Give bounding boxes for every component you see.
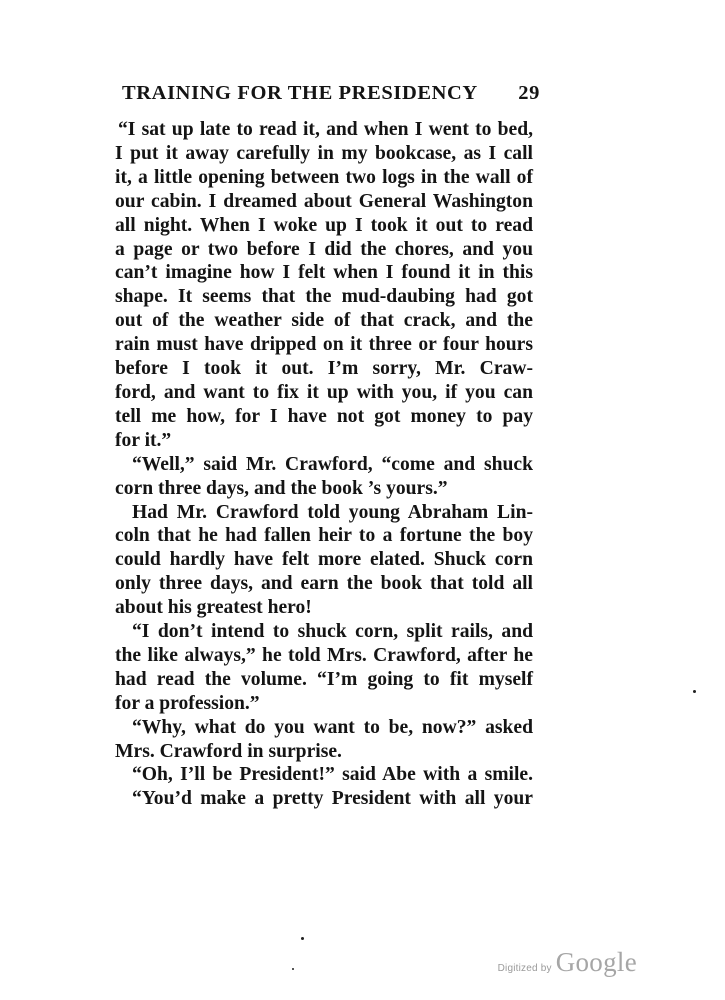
text-line: before I took it out. I’m sorry, Mr. Craw- bbox=[115, 358, 533, 380]
body-text bbox=[115, 118, 533, 811]
text-line: “Well,” said Mr. Crawford, “come and shuck bbox=[132, 453, 533, 475]
text-line: “I sat up late to read it, and when I went to bed, bbox=[118, 119, 533, 140]
text-line: “Why, what do you want to be, now?” asked bbox=[132, 716, 533, 738]
text-line: had read the volume. “I’m going to fit myself bbox=[115, 668, 533, 690]
ink-speck bbox=[292, 968, 294, 970]
page-number: 29 bbox=[518, 82, 540, 104]
text-line: our cabin. I dreamed about General Washington bbox=[115, 190, 533, 212]
google-logo: Google bbox=[555, 947, 637, 977]
text-line: can’t imagine how I felt when I found it in this bbox=[115, 262, 533, 284]
text-line: coln that he had fallen heir to a fortune the boy bbox=[115, 525, 533, 547]
text-line: all night. When I woke up I took it out to read bbox=[115, 214, 533, 236]
text-line: a page or two before I did the chores, and you bbox=[115, 238, 533, 260]
text-line: “I don’t intend to shuck corn, split rails, and bbox=[132, 621, 533, 643]
text-line: out of the weather side of that crack, and the bbox=[115, 310, 533, 332]
ink-speck bbox=[693, 690, 696, 693]
text-line: “You’d make a pretty President with all your bbox=[132, 788, 533, 810]
google-watermark bbox=[498, 947, 637, 978]
running-head-title: TRAINING FOR THE PRESIDENCY bbox=[122, 82, 478, 104]
text-line: could hardly have felt more elated. Shuck corn bbox=[115, 549, 533, 571]
text-line: for a profession.” bbox=[115, 692, 260, 714]
ink-speck bbox=[301, 937, 304, 940]
digitized-by-label: Digitized by bbox=[497, 963, 552, 974]
text-line: I put it away carefully in my bookcase, as I call bbox=[115, 142, 533, 164]
text-line: Had Mr. Crawford told young Abraham Lin- bbox=[132, 501, 533, 523]
text-line: Mrs. Crawford in surprise. bbox=[115, 740, 342, 762]
text-line: shape. It seems that the mud-daubing had got bbox=[115, 286, 533, 308]
text-line: for it.” bbox=[115, 429, 172, 451]
text-line: rain must have dripped on it three or four hours bbox=[115, 334, 533, 356]
text-line: it, a little opening between two logs in the wall of bbox=[115, 166, 533, 188]
running-head bbox=[122, 82, 540, 105]
text-line: about his greatest hero! bbox=[115, 597, 312, 619]
text-line: only three days, and earn the book that told all bbox=[115, 573, 533, 595]
text-line: tell me how, for I have not got money to pay bbox=[115, 405, 533, 427]
text-line: corn three days, and the book ’s yours.” bbox=[115, 477, 448, 499]
text-line: the like always,” he told Mrs. Crawford, after he bbox=[115, 644, 533, 666]
text-line: “Oh, I’ll be President!” said Abe with a smile. bbox=[132, 764, 533, 786]
text-line: ford, and want to fix it up with you, if you can bbox=[115, 381, 533, 403]
